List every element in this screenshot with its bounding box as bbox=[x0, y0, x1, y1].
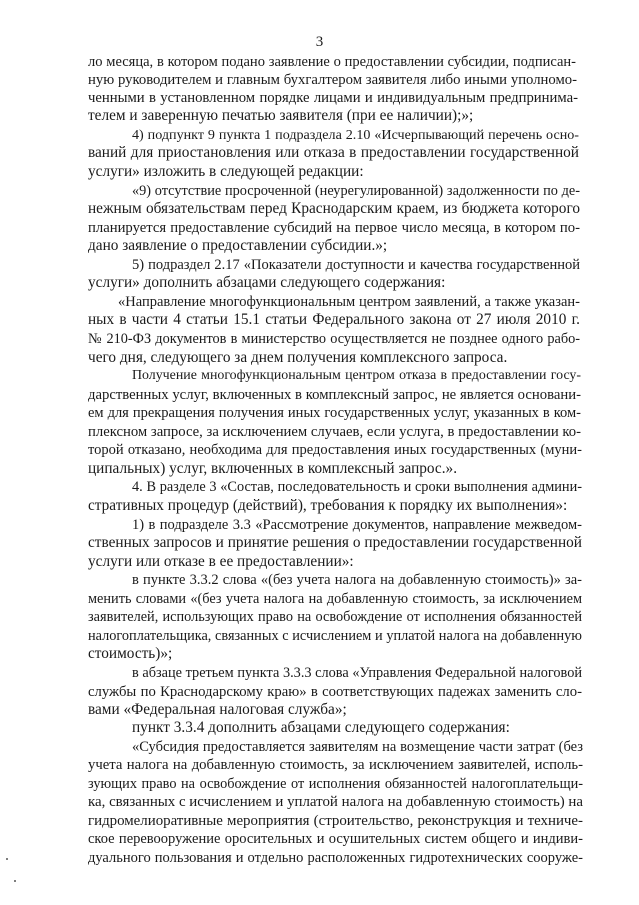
text-line: в пункте 3.3.2 слова «(без учета налога на добавленную стоимость)» за- bbox=[132, 572, 582, 588]
text-line: в абзаце третьем пункта 3.3.3 слова «Управления Федеральной налоговой bbox=[132, 665, 582, 681]
text-line: плексном запросе, за исключением случаев, если услуга, в предоставлении ко- bbox=[88, 424, 581, 440]
text-line: дарственных услуг, включенных в комплексный запрос, не является основани- bbox=[88, 387, 581, 403]
text-line: ственных запросов и принятие решения о предоставлении государственной bbox=[88, 534, 582, 551]
text-line: вами «Федеральная налоговая служба»; bbox=[88, 701, 347, 718]
text-line: 1) в подразделе 3.3 «Рассмотрение документов, направление межведом- bbox=[132, 517, 582, 533]
text-line: ваний для приостановления или отказа в предоставлении государственной bbox=[88, 144, 579, 161]
text-line: «9) отсутствие просроченной (неурегулированной) задолженности по де- bbox=[132, 183, 580, 199]
text-line: торой отказано, необходима для предоставления иных государственных (муни- bbox=[88, 442, 582, 458]
text-line: налогоплательщика, связанных с исчислением и уплатой налога на добавленную bbox=[88, 628, 582, 644]
text-line: услуги» дополнить абзацами следующего содержания: bbox=[88, 274, 446, 291]
text-line: ем для прекращения получения иных государственных услуг, указанных в ком- bbox=[88, 405, 581, 421]
text-line: ципальных) услуг, включенных в комплексный запрос.». bbox=[88, 460, 458, 477]
text-line: «Субсидия предоставляется заявителям на возмещение части затрат (без bbox=[132, 739, 583, 755]
text-line: дуального пользования и отдельно расположенных гидротехнических сооруже- bbox=[88, 850, 583, 866]
text-line: стоимость)»; bbox=[88, 645, 173, 662]
scan-speck bbox=[6, 858, 8, 860]
text-line: 5) подраздел 2.17 «Показатели доступности и качества государственной bbox=[132, 257, 580, 273]
text-line: услуги» изложить в следующей редакции: bbox=[88, 163, 364, 180]
text-line: «Направление многофункциональным центром заявлений, а также указан- bbox=[118, 294, 580, 310]
text-line: телем и заверенную печатью заявителя (при ее наличии);»; bbox=[88, 107, 474, 124]
text-line: № 210-ФЗ документов в министерство осуществляется не позднее одного рабо- bbox=[88, 331, 580, 347]
text-line: ло месяца, в котором подано заявление о предоставлении субсидии, подписан- bbox=[88, 54, 576, 70]
text-line: учета налога на добавленную стоимость, за исключением заявителей, исполь- bbox=[88, 757, 583, 773]
text-line: ных в части 4 статьи 15.1 статьи Федерального закона от 27 июля 2010 г. bbox=[88, 311, 580, 328]
text-line: службы по Краснодарскому краю» в соответствующих падежах заменить сло- bbox=[88, 684, 582, 700]
text-line: 4) подпункт 9 пункта 1 подраздела 2.10 «Исчерпывающий перечень осно- bbox=[132, 127, 579, 143]
text-line: менить словами «(без учета налога на добавленную стоимость, за исключением bbox=[88, 591, 582, 607]
text-line: 4. В разделе 3 «Состав, последовательность и сроки выполнения админи- bbox=[132, 479, 582, 495]
page-number: 3 bbox=[315, 34, 324, 50]
text-line: Получение многофункциональным центром отказа в предоставлении госу- bbox=[132, 368, 581, 383]
text-line: дано заявление о предоставлении субсидии.»; bbox=[88, 237, 388, 254]
text-line: ское перевооружение оросительных и осушительных систем общего и индиви- bbox=[88, 831, 583, 847]
text-line: пункт 3.3.4 дополнить абзацами следующего содержания: bbox=[132, 719, 510, 736]
text-line: гидромелиоративные мероприятия (строительство, реконструкция и техниче- bbox=[88, 813, 583, 829]
text-line: услуги или отказе в ее предоставлении»: bbox=[88, 553, 354, 570]
text-line: ченными в установленном порядке лицами и индивидуальным предпринима- bbox=[88, 90, 578, 106]
text-line: заявителей, использующих право на освобождение от исполнения обязанностей bbox=[88, 609, 582, 625]
text-line: ную руководителем и главным бухгалтером заявителя либо иными уполномо- bbox=[88, 72, 577, 88]
text-line: нежным обязательствам перед Краснодарским краем, из бюджета которого bbox=[88, 200, 580, 217]
text-line: планируется предоставление субсидий на первое число месяца, в котором по- bbox=[88, 220, 580, 236]
text-line: чего дня, следующего за днем получения комплексного запроса. bbox=[88, 349, 508, 366]
scan-speck bbox=[14, 880, 16, 882]
text-line: стративных процедур (действий), требования к порядку их выполнения»: bbox=[88, 497, 568, 514]
text-line: зующих право на освобождение от исполнения обязанностей налогоплательщи- bbox=[88, 776, 583, 792]
text-line: ка, связанных с исчислением и уплатой налога на добавленную стоимость) на bbox=[88, 794, 583, 810]
